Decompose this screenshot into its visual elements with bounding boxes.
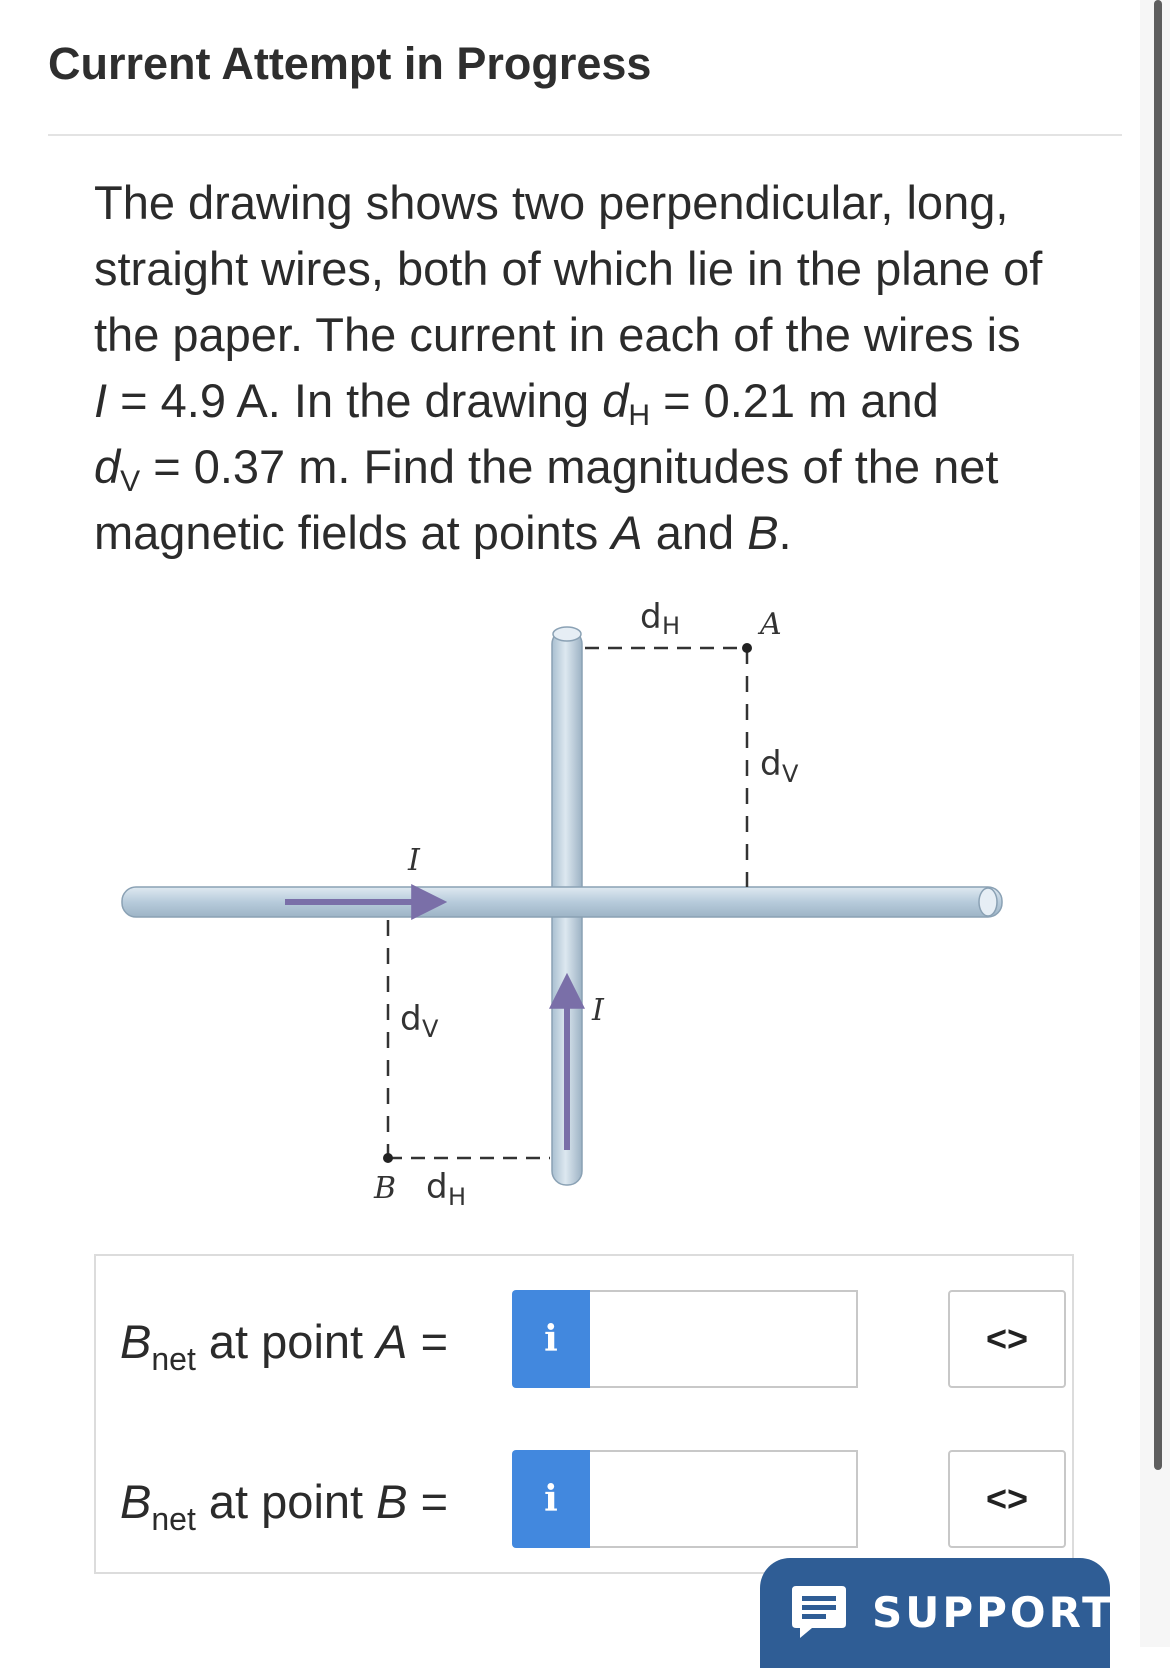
units-select-a[interactable]: <>	[948, 1290, 1066, 1388]
label-dv-right-d: d	[760, 744, 782, 784]
support-label: SUPPORT	[872, 1588, 1114, 1637]
label-dh-top-d: d	[640, 597, 662, 637]
answer-panel	[94, 1254, 1074, 1574]
dv-symbol: d	[94, 440, 121, 493]
and-text: and	[655, 506, 735, 559]
at-point-text: at point	[208, 1315, 364, 1368]
label-i-horizontal: I	[408, 843, 420, 878]
horizontal-wire-end	[979, 888, 997, 916]
answer-input-b[interactable]	[590, 1450, 858, 1548]
question-end: .	[778, 506, 792, 559]
label-dv-left-d: d	[400, 999, 422, 1039]
wire-diagram	[110, 590, 1010, 1210]
dh-symbol: d	[602, 374, 629, 427]
net-subscript: net	[151, 1501, 196, 1537]
header-divider	[48, 134, 1122, 136]
units-select-b[interactable]: <>	[948, 1450, 1066, 1548]
current-symbol: I	[94, 374, 108, 427]
chat-icon	[790, 1582, 848, 1640]
label-dv-left-sub: V	[422, 1015, 439, 1043]
net-subscript: net	[151, 1341, 196, 1377]
current-eq: = 4.9 A. In the drawing	[120, 374, 590, 427]
answer-row-a	[96, 1290, 1072, 1388]
label-dh-bottom-d: d	[426, 1167, 448, 1207]
point-a-text: A	[611, 506, 643, 559]
label-b: B	[374, 1171, 397, 1206]
answer-label-a	[120, 1314, 449, 1377]
dv-subscript: V	[120, 465, 141, 498]
vertical-wire-end	[553, 627, 581, 641]
info-button-b[interactable]: i	[512, 1450, 590, 1548]
dh-eq: = 0.21 m and	[663, 374, 939, 427]
point-b-text: B	[747, 506, 779, 559]
at-point-text: at point	[208, 1475, 364, 1528]
point-letter: B	[376, 1475, 408, 1528]
dh-subscript: H	[628, 399, 651, 432]
answer-input-a[interactable]	[590, 1290, 858, 1388]
info-button-a[interactable]: i	[512, 1290, 590, 1388]
label-dv-right-sub: V	[782, 760, 799, 788]
page-title: Current Attempt in Progress	[48, 38, 652, 89]
label-a: A	[760, 607, 782, 642]
horizontal-wire	[122, 887, 1002, 917]
point-a-dot	[742, 643, 752, 653]
question-part1: The drawing shows two perpendicular, long, straight wires, both of which lie in the plane of the paper. The current in each of the wires is	[94, 176, 1043, 361]
equals-sign: =	[420, 1475, 449, 1528]
answer-label-b	[120, 1474, 449, 1537]
answer-row-b	[96, 1450, 1072, 1548]
label-i-vertical: I	[592, 993, 604, 1028]
label-dh-top-sub: H	[662, 612, 681, 640]
label-dh-bottom-sub: H	[448, 1183, 467, 1210]
dv-eq: = 0.37 m. Find the magnitudes of the net magnetic fields at points	[94, 440, 999, 559]
support-button[interactable]	[760, 1558, 1114, 1668]
scrollbar[interactable]	[1140, 0, 1170, 1647]
question-text	[94, 170, 1074, 566]
b-symbol: B	[120, 1315, 152, 1368]
point-b-dot	[383, 1153, 393, 1163]
scroll-thumb[interactable]	[1154, 0, 1162, 1470]
b-symbol: B	[120, 1475, 152, 1528]
point-letter: A	[376, 1315, 408, 1368]
equals-sign: =	[420, 1315, 449, 1368]
